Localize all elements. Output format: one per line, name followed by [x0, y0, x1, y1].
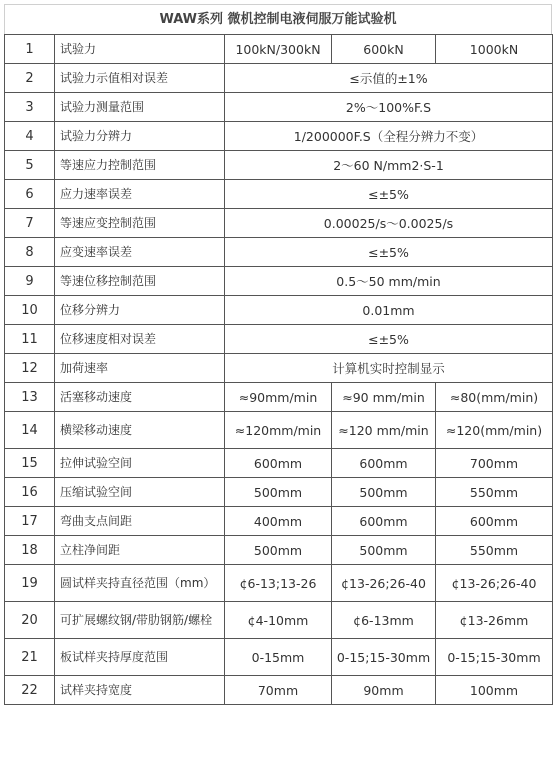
row-number: 22: [5, 676, 55, 705]
parameter-value: 0.00025/s～0.0025/s: [225, 209, 553, 238]
row-number: 15: [5, 449, 55, 478]
row-number: 9: [5, 267, 55, 296]
spec-table-body: [5, 35, 553, 705]
table-row: [5, 93, 553, 122]
table-row: [5, 412, 553, 449]
parameter-value: ¢13-26;26-40: [436, 565, 553, 602]
row-number: 13: [5, 383, 55, 412]
row-number: 4: [5, 122, 55, 151]
parameter-value: 500mm: [225, 478, 332, 507]
parameter-name: 拉伸试验空间: [55, 449, 225, 478]
parameter-name: 活塞移动速度: [55, 383, 225, 412]
table-row: [5, 478, 553, 507]
table-row: [5, 449, 553, 478]
parameter-value: ¢6-13mm: [332, 602, 436, 639]
parameter-value: ≈120mm/min: [225, 412, 332, 449]
parameter-value: 1/200000F.S（全程分辨力不变）: [225, 122, 553, 151]
table-row: [5, 325, 553, 354]
table-row: [5, 267, 553, 296]
table-row: [5, 565, 553, 602]
parameter-value: 600mm: [332, 507, 436, 536]
parameter-value: 1000kN: [436, 35, 553, 64]
table-row: [5, 35, 553, 64]
row-number: 21: [5, 639, 55, 676]
parameter-value: ≈90mm/min: [225, 383, 332, 412]
parameter-name: 等速应变控制范围: [55, 209, 225, 238]
row-number: 16: [5, 478, 55, 507]
table-row: [5, 383, 553, 412]
spec-sheet: [4, 4, 552, 705]
table-row: [5, 354, 553, 383]
parameter-name: 应变速率误差: [55, 238, 225, 267]
parameter-value: 600mm: [436, 507, 553, 536]
row-number: 1: [5, 35, 55, 64]
row-number: 12: [5, 354, 55, 383]
parameter-value: ≤±5%: [225, 325, 553, 354]
parameter-value: ¢13-26mm: [436, 602, 553, 639]
parameter-name: 位移速度相对误差: [55, 325, 225, 354]
table-row: [5, 64, 553, 93]
row-number: 8: [5, 238, 55, 267]
table-title: WAW系列 微机控制电液伺服万能试验机: [4, 4, 552, 34]
parameter-name: 加荷速率: [55, 354, 225, 383]
row-number: 10: [5, 296, 55, 325]
parameter-value: 600mm: [225, 449, 332, 478]
parameter-value: 400mm: [225, 507, 332, 536]
row-number: 19: [5, 565, 55, 602]
parameter-value: 700mm: [436, 449, 553, 478]
table-row: [5, 639, 553, 676]
parameter-value: 550mm: [436, 478, 553, 507]
parameter-name: 位移分辨力: [55, 296, 225, 325]
parameter-name: 压缩试验空间: [55, 478, 225, 507]
parameter-value: 100mm: [436, 676, 553, 705]
parameter-name: 试验力测量范围: [55, 93, 225, 122]
row-number: 7: [5, 209, 55, 238]
table-row: [5, 296, 553, 325]
table-row: [5, 676, 553, 705]
table-row: [5, 122, 553, 151]
parameter-value: ¢13-26;26-40: [332, 565, 436, 602]
row-number: 14: [5, 412, 55, 449]
parameter-value: 90mm: [332, 676, 436, 705]
parameter-name: 弯曲支点间距: [55, 507, 225, 536]
row-number: 5: [5, 151, 55, 180]
table-row: [5, 180, 553, 209]
table-row: [5, 209, 553, 238]
parameter-value: 0-15mm: [225, 639, 332, 676]
parameter-value: 500mm: [332, 536, 436, 565]
parameter-name: 试验力分辨力: [55, 122, 225, 151]
row-number: 11: [5, 325, 55, 354]
parameter-value: ¢4-10mm: [225, 602, 332, 639]
row-number: 6: [5, 180, 55, 209]
spec-table: [4, 34, 553, 705]
row-number: 2: [5, 64, 55, 93]
parameter-name: 板试样夹持厚度范围: [55, 639, 225, 676]
parameter-name: 等速位移控制范围: [55, 267, 225, 296]
parameter-name: 应力速率误差: [55, 180, 225, 209]
parameter-name: 试验力示值相对误差: [55, 64, 225, 93]
parameter-name: 可扩展螺纹钢/带肋钢筋/螺栓: [55, 602, 225, 639]
parameter-value: ≤±5%: [225, 238, 553, 267]
parameter-value: 500mm: [225, 536, 332, 565]
parameter-name: 立柱净间距: [55, 536, 225, 565]
parameter-name: 试验力: [55, 35, 225, 64]
parameter-name: 等速应力控制范围: [55, 151, 225, 180]
parameter-value: 70mm: [225, 676, 332, 705]
parameter-value: ≈120(mm/min): [436, 412, 553, 449]
row-number: 17: [5, 507, 55, 536]
parameter-value: 2%～100%F.S: [225, 93, 553, 122]
parameter-value: 100kN/300kN: [225, 35, 332, 64]
parameter-value: 500mm: [332, 478, 436, 507]
parameter-value: ≤示值的±1%: [225, 64, 553, 93]
parameter-name: 圆试样夹持直径范围（mm）: [55, 565, 225, 602]
parameter-value: 600mm: [332, 449, 436, 478]
parameter-value: 550mm: [436, 536, 553, 565]
parameter-value: 0-15;15-30mm: [436, 639, 553, 676]
parameter-value: ≈120 mm/min: [332, 412, 436, 449]
parameter-value: 0.5～50 mm/min: [225, 267, 553, 296]
table-row: [5, 238, 553, 267]
parameter-value: ¢6-13;13-26: [225, 565, 332, 602]
table-row: [5, 507, 553, 536]
parameter-value: ≈80(mm/min): [436, 383, 553, 412]
parameter-value: 0.01mm: [225, 296, 553, 325]
parameter-value: 2～60 N/mm2·S-1: [225, 151, 553, 180]
parameter-name: 试样夹持宽度: [55, 676, 225, 705]
parameter-value: 600kN: [332, 35, 436, 64]
parameter-value: ≈90 mm/min: [332, 383, 436, 412]
parameter-name: 横梁移动速度: [55, 412, 225, 449]
table-row: [5, 151, 553, 180]
parameter-value: 0-15;15-30mm: [332, 639, 436, 676]
row-number: 20: [5, 602, 55, 639]
parameter-value: 计算机实时控制显示: [225, 354, 553, 383]
row-number: 18: [5, 536, 55, 565]
table-row: [5, 536, 553, 565]
row-number: 3: [5, 93, 55, 122]
parameter-value: ≤±5%: [225, 180, 553, 209]
table-row: [5, 602, 553, 639]
